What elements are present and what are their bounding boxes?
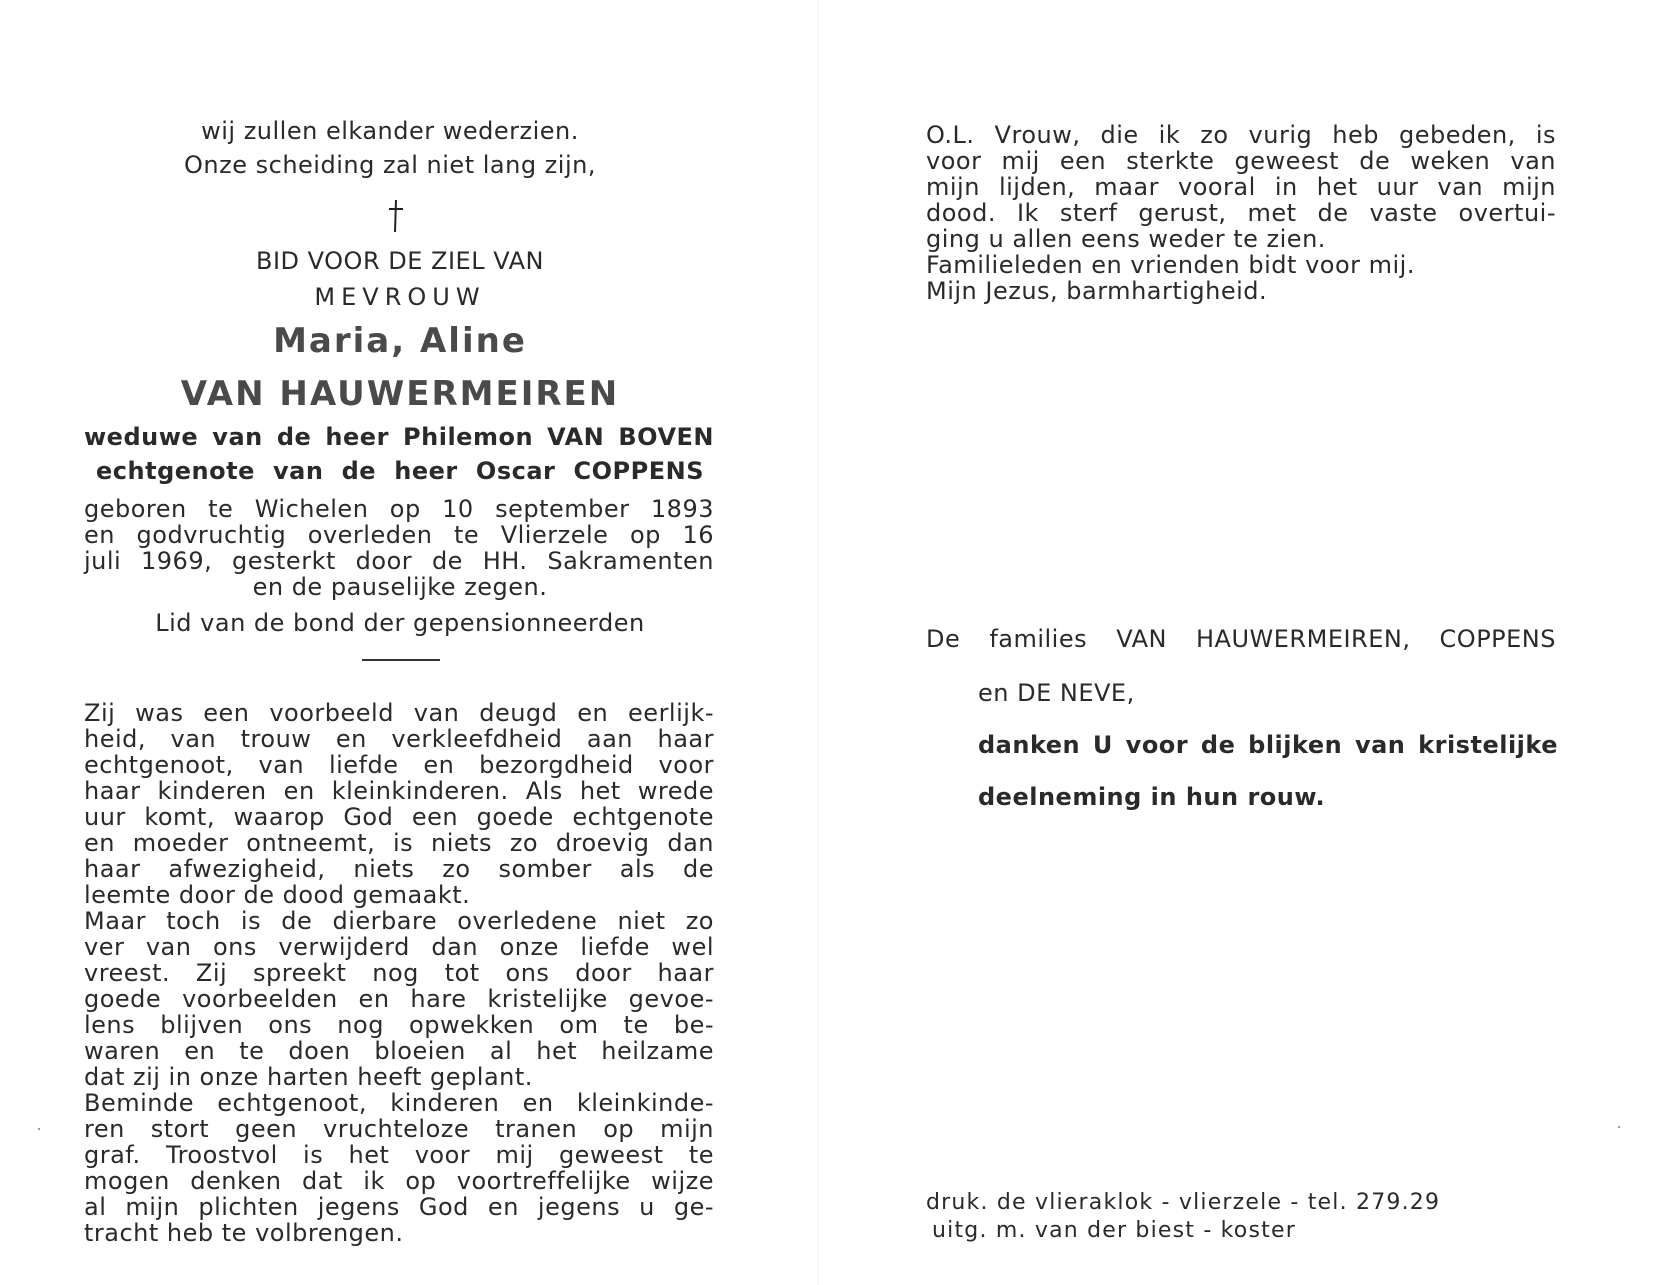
prayer-line: O.L. Vrouw, die ik zo vurig heb gebeden, is xyxy=(926,121,1556,149)
printer-line-2: uitg. m. van der biest - koster xyxy=(932,1218,1296,1243)
poem-line-1: wij zullen elkander wederzien. xyxy=(201,117,579,145)
tribute-line: en moeder ontneemt, is niets zo droevig dan xyxy=(84,829,714,857)
prayer-line: mijn lijden, maar vooral in het uur van mijn xyxy=(926,173,1556,201)
tribute-line: graf. Troostvol is het voor mij geweest te xyxy=(84,1141,714,1169)
tribute-line: Beminde echtgenoot, kinderen en kleinkinde- xyxy=(84,1089,714,1117)
tribute-line: ren stort geen vruchteloze tranen op mijn xyxy=(84,1115,714,1143)
paper-speck xyxy=(38,1128,40,1130)
tribute-line: leemte door de dood gemaakt. xyxy=(84,881,471,909)
tribute-line: al mijn plichten jegens God en jegens u ge- xyxy=(84,1193,714,1221)
membership-line: Lid van de bond der gepensionneerden xyxy=(155,609,645,637)
families-line-2: en DE NEVE, xyxy=(978,679,1135,707)
tribute-line: Maar toch is de dierbare overledene niet zo xyxy=(84,907,714,935)
tribute-line: lens blijven ons nog opwekken om te be- xyxy=(84,1011,714,1039)
prayer-line: voor mij een sterkte geweest de weken van xyxy=(926,147,1556,175)
tribute-line: waren en te doen bloeien al het heilzame xyxy=(84,1037,714,1065)
divider xyxy=(362,659,440,661)
tribute-line: mogen denken dat ik op voortreffelijke wijze xyxy=(84,1167,714,1195)
families-line-1: De families VAN HAUWERMEIREN, COPPENS xyxy=(926,625,1556,653)
thanks-line-2: deelneming in hun rouw. xyxy=(978,783,1326,811)
thanks-line-1: danken U voor de blijken van kristelijke xyxy=(978,731,1558,759)
birth-death-line-4: en de pauselijke zegen. xyxy=(252,573,548,601)
prayer-heading: BID VOOR DE ZIEL VAN xyxy=(256,247,544,275)
spouse-line-1: weduwe van de heer Philemon VAN BOVEN xyxy=(84,423,714,451)
tribute-line: goede voorbeelden en hare kristelijke gevoe- xyxy=(84,985,714,1013)
birth-death-line-3: juli 1969, gesterkt door de HH. Sakramenten xyxy=(84,547,714,575)
card-fold xyxy=(817,0,819,1285)
tribute-line: tracht heb te volbrengen. xyxy=(84,1219,404,1247)
paper-speck xyxy=(1618,1126,1620,1128)
prayer-line: Mijn Jezus, barmhartigheid. xyxy=(926,277,1268,305)
tribute-line: uur komt, waarop God een goede echtgenote xyxy=(84,803,714,831)
tribute-line: Zij was een voorbeeld van deugd en eerlijk- xyxy=(84,699,714,727)
tribute-line: haar kinderen en kleinkinderen. Als het wrede xyxy=(84,777,714,805)
poem-line-2: Onze scheiding zal niet lang zijn, xyxy=(184,151,596,179)
prayer-line: ging u allen eens weder te zien. xyxy=(926,225,1326,253)
birth-death-line-1: geboren te Wichelen op 10 september 1893 xyxy=(84,495,714,523)
cross-icon xyxy=(386,198,406,234)
card-left-panel xyxy=(0,0,820,1285)
tribute-line: heid, van trouw en verkleefdheid aan haar xyxy=(84,725,714,753)
spouse-line-2: echtgenote van de heer Oscar COPPENS xyxy=(96,457,704,485)
card-right-panel xyxy=(820,0,1656,1285)
tribute-line: dat zij in onze harten heeft geplant. xyxy=(84,1063,533,1091)
prayer-line: dood. Ik sterf gerust, met de vaste overtui- xyxy=(926,199,1556,227)
tribute-line: haar afwezigheid, niets zo somber als de xyxy=(84,855,714,883)
tribute-line: vreest. Zij spreekt nog tot ons door haar xyxy=(84,959,714,987)
birth-death-line-2: en godvruchtig overleden te Vlierzele op 16 xyxy=(84,521,714,549)
tribute-line: ver van ons verwijderd dan onze liefde wel xyxy=(84,933,714,961)
deceased-surname: VAN HAUWERMEIREN xyxy=(180,374,620,414)
tribute-line: echtgenoot, van liefde en bezorgdheid voor xyxy=(84,751,714,779)
deceased-first-names: Maria, Aline xyxy=(273,321,527,361)
prayer-line: Familieleden en vrienden bidt voor mij. xyxy=(926,251,1415,279)
printer-line-1: druk. de vlieraklok - vlierzele - tel. 279.29 xyxy=(926,1190,1441,1215)
title-mevrouw: MEVROUW xyxy=(314,283,486,311)
